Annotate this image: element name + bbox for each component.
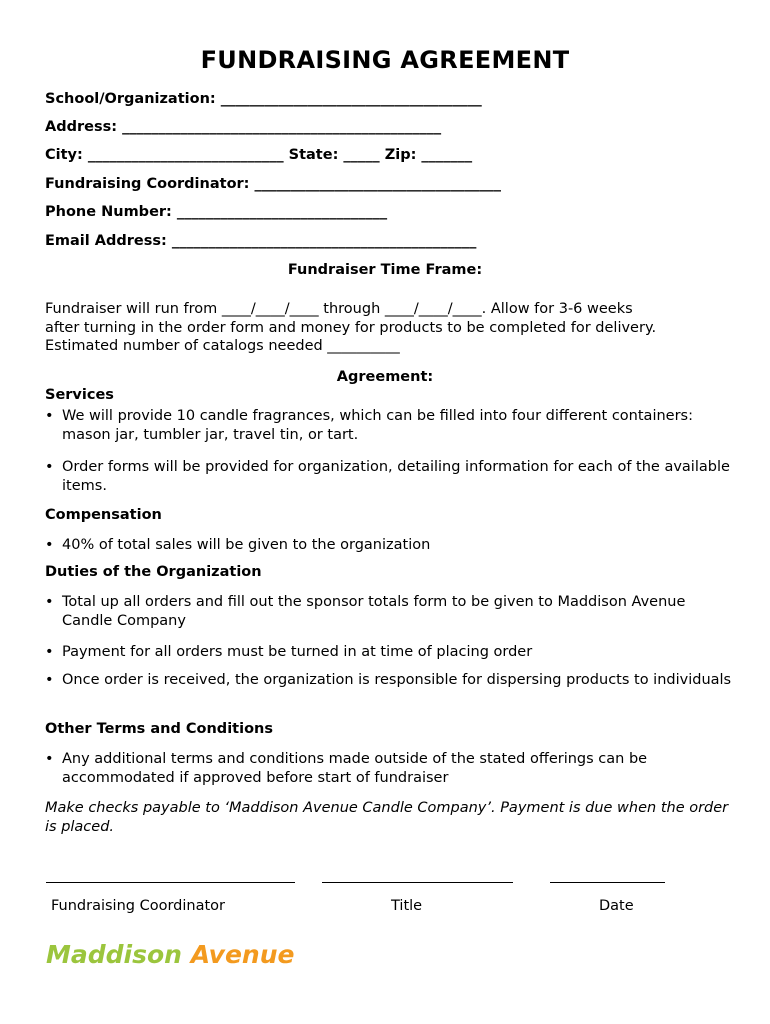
address-field[interactable]: Address: ____________________________________________: [45, 119, 442, 135]
payment-note: Make checks payable to ‘Maddison Avenue Candle Company’. Payment is due when the order is placed.: [45, 800, 729, 835]
list-item: [45, 536, 735, 555]
agreement-heading: Agreement:: [336, 369, 434, 385]
compensation-heading: Compensation: [45, 507, 162, 523]
coordinator-field[interactable]: Fundraising Coordinator: __________________________________: [45, 176, 502, 192]
list-item: [45, 407, 735, 445]
logo-word-avenue: Avenue: [190, 940, 295, 969]
logo-word-maddison: Maddison: [46, 940, 182, 969]
date-signature-line[interactable]: [550, 882, 665, 883]
duties-heading: Duties of the Organization: [45, 564, 262, 580]
coordinator-signature-line[interactable]: [46, 882, 295, 883]
list-item: [45, 593, 735, 631]
compensation-bullet-1: 40% of total sales will be given to the organization: [62, 537, 431, 553]
maddison-avenue-logo: [46, 940, 294, 969]
time-frame-line-1[interactable]: Fundraiser will run from ____/____/____ through ____/____/____. Allow for 3-6 weeks: [45, 301, 633, 317]
list-item: [45, 458, 735, 496]
document-title: FUNDRAISING AGREEMENT: [200, 46, 570, 74]
duties-bullet-1: Total up all orders and fill out the sponsor totals form to be given to Maddison Avenue Candle Company: [62, 594, 686, 629]
bullet-icon: •: [45, 751, 54, 767]
school-field[interactable]: School/Organization: ____________________________________: [45, 91, 482, 107]
city-state-zip-field[interactable]: City: ___________________________ State: _____ Zip: _______: [45, 147, 473, 163]
bullet-icon: •: [45, 672, 54, 688]
phone-field[interactable]: Phone Number: _____________________________: [45, 204, 388, 220]
time-frame-text: [45, 300, 735, 356]
list-item: [45, 671, 735, 690]
email-field[interactable]: Email Address: __________________________________________: [45, 233, 477, 249]
time-frame-heading: Fundraiser Time Frame:: [287, 262, 483, 278]
title-signature-label: Title: [391, 898, 423, 914]
bullet-icon: •: [45, 537, 54, 553]
duties-bullet-3: Once order is received, the organization is responsible for dispersing products to individuals: [62, 672, 732, 688]
other-terms-bullet-1: Any additional terms and conditions made outside of the stated offerings can be accommodated if approved before start of fundraiser: [62, 751, 648, 786]
services-heading: Services: [45, 387, 114, 403]
list-item: [45, 750, 735, 788]
duties-bullet-2: Payment for all orders must be turned in at time of placing order: [62, 644, 533, 660]
catalogs-needed-field[interactable]: Estimated number of catalogs needed __________: [45, 338, 400, 354]
bullet-icon: •: [45, 459, 54, 475]
date-signature-label: Date: [599, 898, 634, 914]
list-item: [45, 643, 735, 662]
bullet-icon: •: [45, 408, 54, 424]
coordinator-signature-label: Fundraising Coordinator: [51, 898, 225, 914]
other-terms-heading: Other Terms and Conditions: [45, 721, 273, 737]
bullet-icon: •: [45, 644, 54, 660]
services-bullet-2: Order forms will be provided for organization, detailing information for each of the available items.: [62, 459, 730, 494]
time-frame-line-2: after turning in the order form and money for products to be completed for delivery.: [45, 319, 657, 336]
title-signature-line[interactable]: [322, 882, 513, 883]
services-bullet-1: We will provide 10 candle fragrances, which can be filled into four different containers: mason jar, tumbler jar, travel tin, or tart.: [62, 408, 693, 443]
bullet-icon: •: [45, 594, 54, 610]
